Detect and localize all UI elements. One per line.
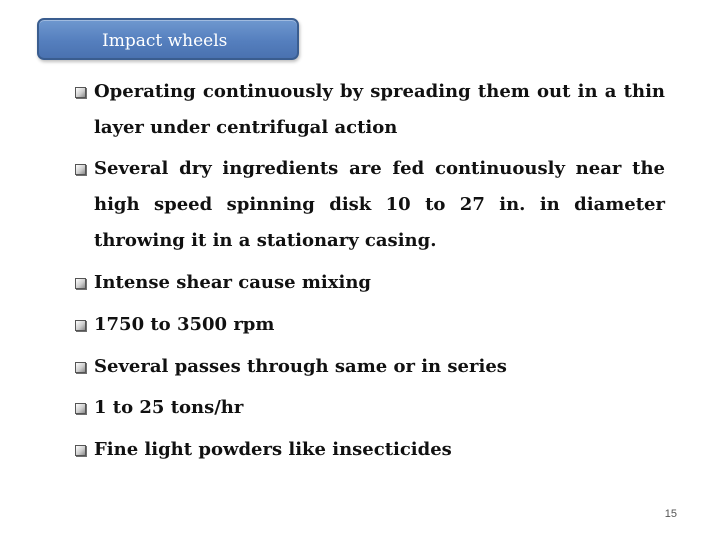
bullet-text: 1750 to 3500 rpm <box>94 314 275 335</box>
bullet-item <box>75 265 665 301</box>
bullet-item <box>75 349 665 385</box>
bullet-item <box>75 74 665 146</box>
bullet-text: Fine light powders like insecticides <box>94 439 452 460</box>
checkbox-bullet-icon <box>75 403 86 414</box>
checkbox-bullet-icon <box>75 164 86 175</box>
bullet-item <box>75 151 665 259</box>
checkbox-bullet-icon <box>75 445 86 456</box>
slide-title: Impact wheels <box>102 31 228 51</box>
bullet-text: Operating continuously by spreading them out in a thin layer under centrifugal action <box>94 81 665 138</box>
checkbox-bullet-icon <box>75 320 86 331</box>
bullet-text: Several passes through same or in series <box>94 356 507 377</box>
bullet-item <box>75 432 665 468</box>
bullet-text: Intense shear cause mixing <box>94 272 371 293</box>
page-number: 15 <box>664 508 677 520</box>
bullet-item <box>75 307 665 343</box>
bullet-item <box>75 390 665 426</box>
checkbox-bullet-icon <box>75 278 86 289</box>
bullet-text: Several dry ingredients are fed continuously near the high speed spinning disk 10 to 27 in. in diameter throwing it in a stationary casing. <box>94 158 665 251</box>
bullet-text: 1 to 25 tons/hr <box>94 397 244 418</box>
slide-title-box <box>37 18 299 60</box>
checkbox-bullet-icon <box>75 362 86 373</box>
checkbox-bullet-icon <box>75 87 86 98</box>
